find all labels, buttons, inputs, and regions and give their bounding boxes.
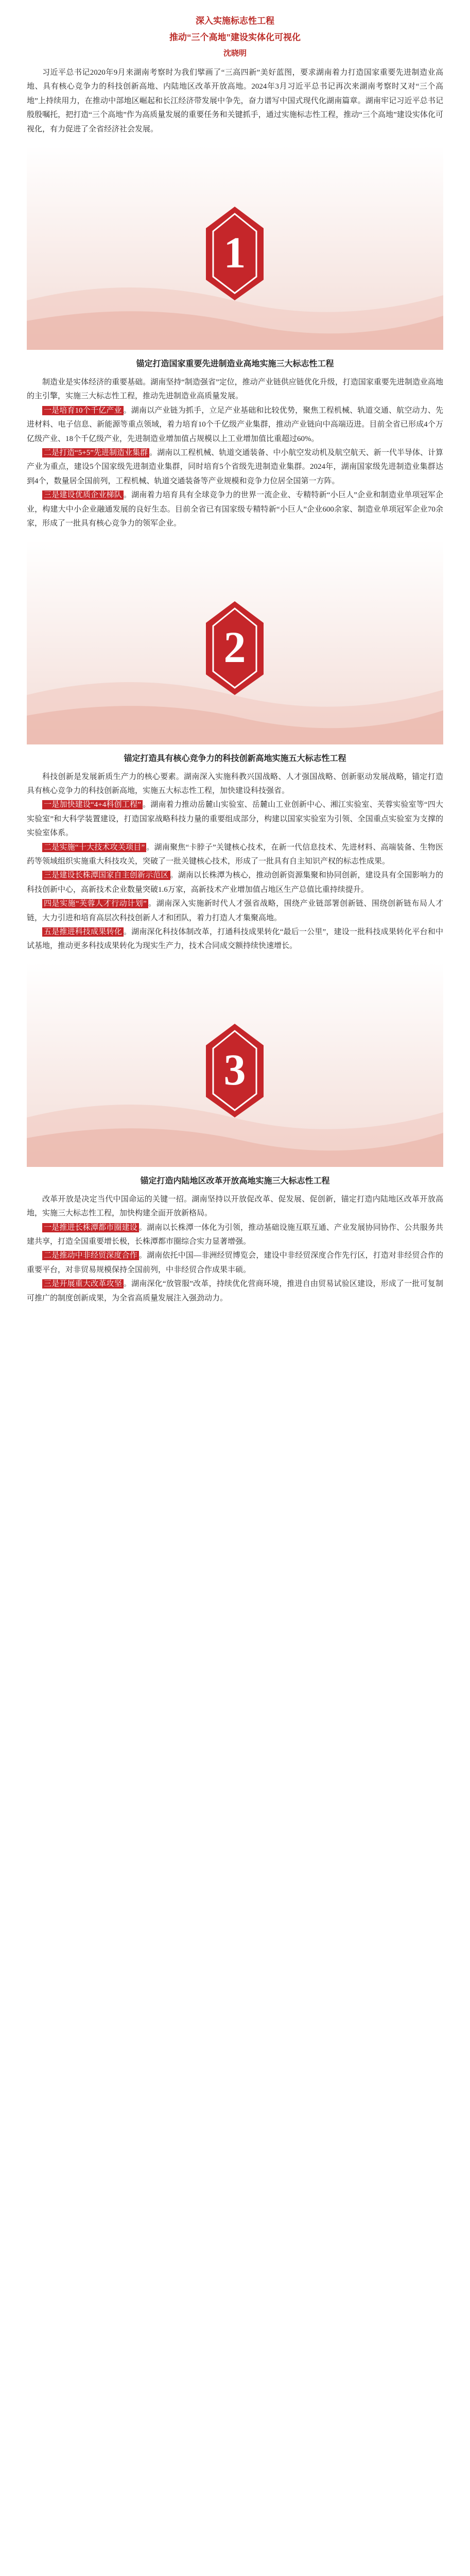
item-label: 二是推动中非经贸深度合作 [42, 1251, 139, 1260]
section-item-2-1: 一是加快建设“4+4科创工程” 。湖南着力推动岳麓山实验室、岳麓山工业创新中心、湘江实验室、芙蓉实验室等“四大实验室”和大科学装置建设，打造国家战略科技力量的重要组成部分，构建以国家实验室为引领、全国重点实验室为支撑的实验室体系。 [27, 801, 443, 838]
section-banner-2-graphic [27, 540, 443, 744]
item-text: 湖南依托中国—非洲经贸博览会，建设中非经贸深度合作先行区，打造对非经贸合作的重要平台，对非贸易规模保持全国前列，中非经贸合作成果丰硕。 [27, 1251, 443, 1274]
intro-paragraph: 习近平总书记2020年9月来湖南考察时为我们擘画了“三高四新”美好蓝图，要求湖南着力打造国家重要先进制造业高地、具有核心竞争力的科技创新高地、内陆地区改革开放高地。2024年3月习近平总书记再次来湖南考察时又对“三个高地”上持续用力，在推动中部地区崛起和长江经济带发展中争先，奋力谱写中国式现代化湖南篇章。湖南牢记习近平总书记殷殷嘱托，把打造“三个高地”作为高质量发展的重要任务和关键抓手，通过实施标志性工程，推动“三个高地”建设实体化可视化，有力促进了全省经济社会发展。 [27, 69, 443, 133]
item-text: 湖南以长株潭一体化为引领，推动基础设施互联互通、产业发展协同协作、公共服务共建共享，打造全国重要增长极，长株潭都市圈综合实力显著增强。 [27, 1223, 443, 1246]
item-label: 一是推进长株潭都市圈建设 [42, 1223, 139, 1232]
item-text: 湖南深入实施新时代人才强省战略，围绕产业链部署创新链、围绕创新链布局人才链，大力引进和培育高层次科技创新人才和团队，着力打造人才集聚高地。 [27, 900, 443, 922]
item-label: 一是加快建设“4+4科创工程” [42, 800, 143, 809]
section-item-1-3: 三是建设优质企业梯队 。湖南着力培育具有全球竞争力的世界一流企业、专精特新“小巨人”企业和制造业单项冠军企业，构建大中小企业融通发展的良好生态。目前全省已有国家级专精特新“小巨人”企业600余家、制造业单项冠军企业70余家，形成了一批具有核心竞争力的领军企业。 [27, 491, 443, 528]
section-numeral-3: 3 [223, 1044, 246, 1094]
item-text: 湖南以长株潭为核心，推动创新资源集聚和协同创新，建设具有全国影响力的科技创新中心，高新技术企业数量突破1.6万家，高新技术产业增加值占地区生产总值比重持续提升。 [27, 871, 443, 894]
item-text: 湖南以产业链为抓手，立足产业基础和比较优势，聚焦工程机械、轨道交通、航空动力、先进材料、电子信息、新能源等重点领域，着力培育10个千亿级产业集群，推动产业链向中高端迈进。目前全省已形成4个万亿级产业、18个千亿级产业，先进制造业增加值占规模以上工业增加值比重超过60%。 [27, 406, 443, 443]
section-banner-2 [27, 540, 443, 744]
item-text: 湖南着力培育具有全球竞争力的世界一流企业、专精特新“小巨人”企业和制造业单项冠军企业，构建大中小企业融通发展的良好生态。目前全省已有国家级专精特新“小巨人”企业600余家、制造业单项冠军企业70余家，形成了一批具有核心竞争力的领军企业。 [27, 491, 443, 528]
section-banner-1 [27, 146, 443, 350]
item-label: 三是建设长株潭国家自主创新示范区 [42, 871, 170, 880]
item-label: 五是推进科技成果转化 [42, 927, 124, 937]
section-lead-1: 制造业是实体经济的重要基础。湖南坚持“制造强省”定位，推动产业链供应链优化升级，打造国家重要先进制造业高地的主引擎，实施三大标志性工程，推动先进制造业高质量发展。 [27, 378, 443, 401]
item-label: 一是培育10个千亿产业 [42, 406, 124, 415]
item-label: 二是实施“十大技术攻关项目” [42, 843, 146, 852]
article-header [27, 13, 443, 61]
section-item-2-5: 五是推进科技成果转化 。湖南深化科技体制改革，打通科技成果转化“最后一公里”，建设一批科技成果转化平台和中试基地，推动更多科技成果转化为现实生产力，技术合同成交额持续快速增长。 [27, 927, 443, 951]
section-item-3-2: 二是推动中非经贸深度合作 。湖南依托中国—非洲经贸博览会，建设中非经贸深度合作先行区，打造对非经贸合作的重要平台，对非贸易规模保持全国前列，中非经贸合作成果丰硕。 [27, 1251, 443, 1274]
item-text: 湖南着力推动岳麓山实验室、岳麓山工业创新中心、湘江实验室、芙蓉实验室等“四大实验室”和大科学装置建设，打造国家战略科技力量的重要组成部分，构建以国家实验室为引领、全国重点实验室为支撑的实验室体系。 [27, 801, 443, 838]
section-title-1: 锚定打造国家重要先进制造业高地实施三大标志性工程 [136, 360, 334, 369]
section-item-2-3: 三是建设长株潭国家自主创新示范区 。湖南以长株潭为核心，推动创新资源集聚和协同创新，建设具有全国影响力的科技创新中心，高新技术企业数量突破1.6万家，高新技术产业增加值占地区生产总值比重持续提升。 [27, 871, 443, 894]
section-numeral-2: 2 [223, 622, 246, 672]
section-item-3-1: 一是推进长株潭都市圈建设 。湖南以长株潭一体化为引领，推动基础设施互联互通、产业发展协同协作、公共服务共建共享，打造全国重要增长极，长株潭都市圈综合实力显著增强。 [27, 1223, 443, 1246]
section-numeral-1: 1 [223, 228, 246, 278]
section-item-3-3: 三是开展重大改革攻坚 。湖南深化“放管服”改革，持续优化营商环境，推进自由贸易试验区建设，形成了一批可复制可推广的制度创新成果，为全省高质量发展注入强劲动力。 [27, 1280, 443, 1302]
item-label: 四是实施“芙蓉人才行动计划” [42, 899, 148, 908]
article-title: 深入实施标志性工程 [196, 16, 274, 26]
item-text: 湖南深化“放管服”改革，持续优化营商环境，推进自由贸易试验区建设，形成了一批可复制可推广的制度创新成果，为全省高质量发展注入强劲动力。 [27, 1280, 443, 1302]
section-banner-3-graphic [27, 963, 443, 1167]
section-banner-1-graphic [27, 146, 443, 350]
section-banner-3 [27, 963, 443, 1167]
section-item-1-1: 一是培育10个千亿产业 。湖南以产业链为抓手，立足产业基础和比较优势，聚焦工程机械、轨道交通、航空动力、先进材料、电子信息、新能源等重点领域，着力培育10个千亿级产业集群，推动产业链向中高端迈进。目前全省已形成4个万亿级产业、18个千亿级产业，先进制造业增加值占规模以上工业增加值比重超过60%。 [27, 406, 443, 443]
item-text: 湖南以工程机械、轨道交通装备、中小航空发动机及航空航天、新一代半导体、计算产业为重点，建设5个国家级先进制造业集群，同时培育5个省级先进制造业集群。2024年，湖南国家级先进制造业集群达到4个，数量居全国前列，工程机械、轨道交通装备等产业规模和竞争力位居全国第一方阵。 [27, 449, 443, 485]
item-label: 三是开展重大改革攻坚 [42, 1279, 124, 1289]
section-item-2-2: 二是实施“十大技术攻关项目” 。湖南聚焦“卡脖子”关键核心技术，在新一代信息技术、先进材料、高端装备、生物医药等领域组织实施重大科技攻关，突破了一批关键核心技术，形成了一批具有自主知识产权的标志性成果。 [27, 843, 443, 866]
section-lead-2: 科技创新是发展新质生产力的核心要素。湖南深入实施科教兴国战略、人才强国战略、创新驱动发展战略，锚定打造具有核心竞争力的科技创新高地，实施五大标志性工程，加快建设科技强省。 [27, 772, 443, 795]
section-title-2: 锚定打造具有核心竞争力的科技创新高地实施五大标志性工程 [124, 754, 346, 763]
article-subtitle: 推动“三个高地”建设实体化可视化 [169, 32, 301, 42]
section-item-1-2: 二是打造“5+5”先进制造业集群 。湖南以工程机械、轨道交通装备、中小航空发动机及航空航天、新一代半导体、计算产业为重点，建设5个国家级先进制造业集群，同时培育5个省级先进制造业集群。2024年，湖南国家级先进制造业集群达到4个，数量居全国前列，工程机械、轨道交通装备等产业规模和竞争力位居全国第一方阵。 [27, 449, 443, 485]
section-item-2-4: 四是实施“芙蓉人才行动计划” 。湖南深入实施新时代人才强省战略，围绕产业链部署创新链、围绕创新链布局人才链，大力引进和培育高层次科技创新人才和团队，着力打造人才集聚高地。 [27, 900, 443, 922]
article-author: 沈晓明 [223, 49, 247, 58]
item-label: 二是打造“5+5”先进制造业集群 [42, 448, 149, 457]
section-lead-3: 改革开放是决定当代中国命运的关键一招。湖南坚持以开放促改革、促发展、促创新，锚定打造内陆地区改革开放高地，实施三大标志性工程，加快构建全面开放新格局。 [27, 1195, 443, 1218]
item-text: 湖南聚焦“卡脖子”关键核心技术，在新一代信息技术、先进材料、高端装备、生物医药等领域组织实施重大科技攻关，突破了一批关键核心技术，形成了一批具有自主知识产权的标志性成果。 [27, 843, 443, 866]
section-title-3: 锚定打造内陆地区改革开放高地实施三大标志性工程 [140, 1176, 330, 1185]
item-text: 湖南深化科技体制改革，打通科技成果转化“最后一公里”，建设一批科技成果转化平台和中试基地，推动更多科技成果转化为现实生产力，技术合同成交额持续快速增长。 [27, 927, 443, 951]
item-label: 三是建设优质企业梯队 [42, 490, 124, 500]
